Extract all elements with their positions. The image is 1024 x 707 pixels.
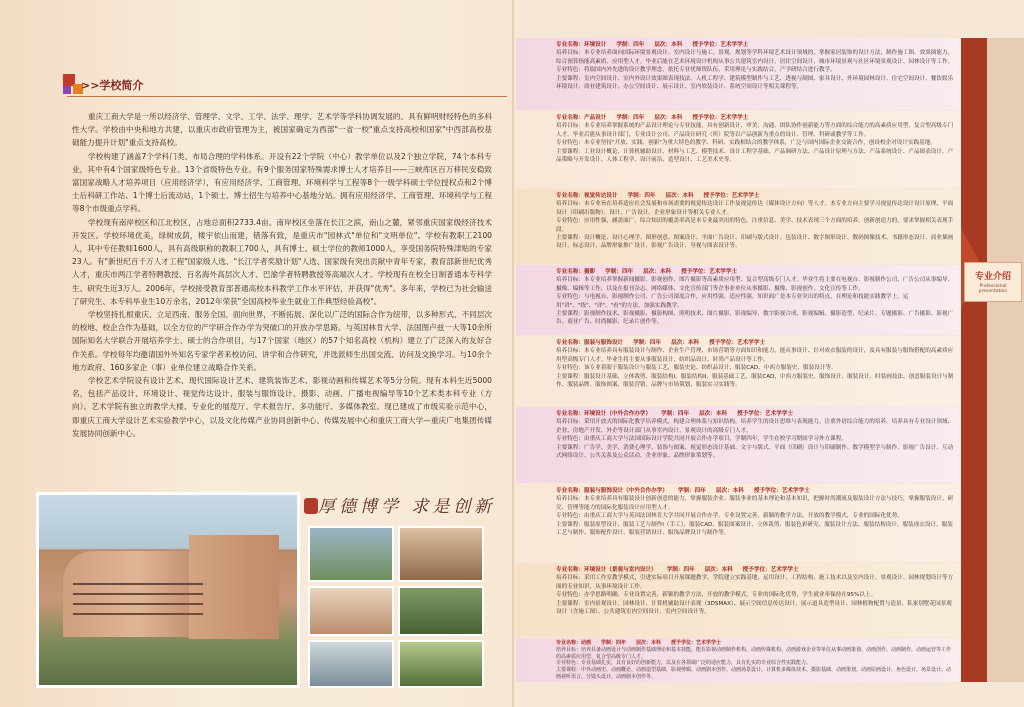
major-goal: 培养目标：采用工作室教学模式，引进实际项目开展课题教学，学院建立实践基地，运用设计、工程结构、施工技术以及室内设计、景观设计、园林规划设计等方面的专业知识，从事环境设计工作。 xyxy=(556,575,954,590)
major-courses: 主要课程：室内空间设计、室内外设计效果图表现技法、人机工程学、建筑模型制作与工艺、透视与制图、家具设计、外环境园林设计、住宅空间设计、餐饮娱乐环境设计、商业建筑设计、办公空间设计、展示设计、室内软装设计、系统空间设计等相关课程等。 xyxy=(556,75,954,91)
school-motto: 厚德博学 求是创新 xyxy=(304,492,498,520)
page-fold xyxy=(512,0,514,707)
major-feature: 专业特色：本专业坚持"开放、实践、创新"为重大特色的教学、科研、实践相结合的教学体系，广泛与国内国际企业交流合作，创设校企对设计实践基地。 xyxy=(556,140,936,147)
major-courses: 主要课程：室内景观设计、园林设计、计算机辅助设计表现（3DSMAX）、展示空间信息传达设计、展示道具造型设计、园林植物配置与造景、私家别墅花园景观设计（含施工图）、公共建筑室内空间设计、室内空间设计等。 xyxy=(556,600,952,616)
section-title: >>学校简介 xyxy=(81,79,144,92)
intro-paragraph: 重庆工商大学是一所以经济学、管理学、文学、工学、法学、理学、艺术学等学科协调发展的、具有鲜明财经特色的多科性大学。学校由中央和地方共建，以重庆市政府管理为主，被国家确定为西部"一省一校"重点支持高校和国家"中西部高校基础能力提升计划"重点支持高校。 xyxy=(72,112,492,148)
intro-paragraph: 学校构建了涵盖7个学科门类、布局合理的学科体系。开设有22个学院（中心）教学单位以及2个独立学院，74个本科专业，其中有4个国家级特色专业、13个省级特色专业。有9个服务国家特殊需求博士人才培养目——三峡库区百万移民安稳致富国家战略人才培养项目（应用经济学），有应用经济学、工商管理、环境科学与工程等8个一级学科硕士学位授权点和2个博士后科研工作站、1个博士后流动站，1个硕士、博士招生与培养中心基地分站。拥有应用经济学、工商管理、环境科学与工程等8个市级重点学科。 xyxy=(72,151,492,214)
major-entry: 专业名称：服装与服饰设计 学制：四年 层次：本科 授予学位：艺术学学士 培养目标：本专业培养具有服装设计与制作、企业生产管理、市场营销等方面知识和能力，能从事设计、针对成衣服装的设计，及具有服装与服饰搭配的高素质应用型高级专门人才。毕业生将主要从事服装设计、纺织品设计、时尚产品设计等工作。 专业特色：该专业着眼于服装设计与服装工艺，服装史论、纺织品设计、服装CAD、中西方服装史、服装设计等。 主要课程：服装设计基础、立体裁剪、服装结构I、服装结构II、服装基础工艺、服装CAD、中西方服装史、服饰设计、服装设计、时装画技法、创意服装设计与制作、服装品牌、服饰图案、服装营销、品牌与市场策划、服装实习实践等。 xyxy=(516,336,961,406)
major-goal: 培养目标：本专业培养掌握系统的产品设计理论与专业技能，具有创新设计、审美、沟通、团队协作创新能力等方面的综合能力的高素质应用型、复合型高级专门人才。毕业后能从事设计部门，专业设计公司、产品设计研究（所）院等以产品创新为重点的设计、管理、科研或教学等工作。 xyxy=(556,123,954,138)
major-entry: 专业名称：环境设计 学制：四年 层次：本科 授予学位：艺术学学士 培养目标：本专业培养面向国际环境景观设计、室内设计与施工、景观、规划等学科环境艺术设计领域的，掌握家居装饰的设计方法，制作施工图、效果图能力，综合预算指能高素质、应用型人才。毕业后能在艺术环境设计机构从事公共建筑室内设计、居住空间设计、城市环境景观与社区环境景观设计、园林设计等工作。 专业特色：将取国内外先进的设计教学理念，依托专业优师资队伍，采用理论与实践结合，产学研结合进行教学。 主要课程：室内空间设计、室内外设计效果图表现技法、人机工程学、建筑模型制作与工艺、透视与制图、家具设计、外环境园林设计、住宅空间设计、餐饮娱乐环境设计、商业建筑设计、办公空间设计、展示设计、室内软装设计、系统空间设计等相关课程等。 xyxy=(516,38,961,110)
heading-divider xyxy=(67,96,507,97)
major-goal: 培养目标：培养具备动画设计与动画制作基础理论和基本技能，能在影视动画制作机构、动画传媒机构、动画游戏企业等单位从事动画策划、动画创作、动画制作、动画运营等工作的高素质应用型、复合型高级专门人才。 xyxy=(556,646,952,660)
major-entry: 专业名称：摄影 学制：四年 层次：本科 授予学位：艺术学学士 培养目标：本专业培养掌握新闻摄影、影视创作、图片摄影等高素质应用型、复合型高级专门人才。毕业生将主要在电视台、影视制作公司、广告公司从事编导、摄像、编辑等工作，以及在报刊杂志、网络媒体、文化宣传部门等企事业单位从事摄影、摄像、影视创作、文化宣传等工作。 专业特色：与电视台、影视制作公司、广告公司深度合作，应用性强，适应性强。知识面广是本专业突出的特点，在理论和技能实践教学上，运用"讲"、"练"、"评"、"看"的方法，加强实践教学。 主要课程：影视制作技术、影视摄影、摄影构图、照明技术、图片摄影、影视编导、数字影视合成、影视编辑、摄影造型、纪录片、专题摄影、广告摄影、影视广告、商业广告、时尚摄影、纪录片创作等。 xyxy=(516,265,961,335)
major-feature: 专业特色：应用性强，涵盖面广，综合知识的覆盖率高是本专业最突出的特色。注重信息、美学、技术表现三个方面的培养，创新创造力的，要求掌握相关表现手段。 xyxy=(556,218,954,233)
major-courses: 主要课程：中外动画史、动画概论、动画造型基础、影视剪辑、动画剧本创作、动画场景设计、计算机多媒体技术、摄影基础、动画策划、动画原画设计、角色设计、场景设计、动画视听语言、分镜头设计、动画剧本创作等。 xyxy=(556,667,952,680)
tab-subtitle: Professional presentation xyxy=(978,284,1008,294)
campus-photo-thumbnail xyxy=(308,526,394,582)
campus-photo-thumbnail xyxy=(398,640,484,688)
major-entry: 专业名称：环境设计（中外合作办学） 学制：四年 层次：本科 授予学位：艺术学学士 培养目标：采用开放式的国际化教学培养模式，构建合理体系与知识结构，培养学生的设计思维与表现能力。注重外语综合能力的培养，培养具有专业设计领域、企业、房地产开发、外企等设计部门从事室内设计、景观设计的高级专门人才。 专业特色：由重庆工商大学与法国国际设计学院共同开展合作办学项目，学制四年，学生在校学习期间学习外方课程。 主要课程：广告学、美学、消费心理学、装饰与图案、视觉形态设计基础、文字与版式、平面（印刷）设计与印刷制作、数学模型学与制作、影视广告设计、互动式网络设计、公共关系及公众活动、企业形象、品牌形象策划等。 xyxy=(516,407,961,483)
section-tab-label xyxy=(964,262,1022,302)
major-feature: 专业特色：将取国内外先进的设计教学理念，依托专业优师资队伍，采用理论与实践结合，产学研结合进行教学。 xyxy=(556,67,836,74)
major-goal: 培养目标：采用开放式的国际化教学培养模式，构建合理体系与知识结构，培养学生的设计思维与表现能力。注重外语综合能力的培养，培养具有专业设计领域、企业、房地产开发、外企等设计部门从事室内设计、景观设计的高级专门人才。 xyxy=(556,419,954,434)
intro-paragraph: 学校坚持扎根重庆、立足西南、服务全国、面向世界，不断拓展、深化以广泛的国际合作为纽带，以多种形式、不同层次的校地、校企合作为基础，以全方位的产学研合作办学为突破口的开放办学思路。与英国林肯大学、法国图卢兹一大等10余所国际知名大学联合开展培养学士、硕士的合作项目，与17个国家（地区）的57个知名高校（机构）建立了广泛深入的友好合作关系。学校每年均邀请国外外知名专家学者来校访问、讲学和合作研究，并选派师生出国交流、访问及交换学习。与10余个地方政府、160多家企（事）业单位建立战略合作关系。 xyxy=(72,310,492,372)
intro-paragraph: 学校现有南岸校区和江北校区，占地总面积2733.4亩。南岸校区坐落在长江之滨，南山之麓，紧邻重庆国家级经济技术开发区。学校环境优美，绿树成荫，楼宇依山而建，错落有致，是重庆市"园林式"单位和"文明单位"。学校有教职工2100人，其中专任教师1600人，具有高级职称的教职工700人，具有博士、硕士学位的教师1000人，享受国务院特殊津贴的专家23人。有"新世纪百千万人才工程"国家级人选、"长江学者奖励计划"人选、国家级有突出贡献中青年专家，教育部新世纪优秀人才，重庆市两江学者特聘教授、百名海外高层次人才、巴渝学者特聘教授等高端次人才。学校现有在校全日制普通本专科学生、研究生近3万人。2006年，学校接受教育部普通高校本科教学工作水平评估，并获得"优秀"。多年来，学校已为社会输送了研究生、本专科毕业生10万余名，2012年荣获"全国高校毕业生就业工作典型经验高校"。 xyxy=(72,217,492,306)
section-heading xyxy=(55,72,355,98)
side-tab-background xyxy=(987,38,1024,682)
major-courses: 主要课程：设计概论、设计心理学、图形创意、图案设计、平面广告设计、印刷与版式设计、包装设计、数字图形设计、数码图像技术、书籍形态设计、商业插画设计、标志设计、品牌形象推广设计、影视广告设计、导视与图表设计等。 xyxy=(556,235,954,250)
major-feature: 专业特色：该专业着眼于服装设计与服装工艺，服装史论、纺织品设计、服装CAD、中西方服装史、服装设计等。 xyxy=(556,365,837,372)
major-goal: 培养目标：本专业培养面向国际环境景观设计、室内设计与施工、景观、规划等学科环境艺术设计领域的，掌握家居装饰的设计方法，制作施工图、效果图能力，综合预算指能高素质、应用型人才。毕业后能在艺术环境设计机构从事公共建筑室内设计、居住空间设计、城市环境景观与社区环境景观设计、园林设计等工作。 xyxy=(556,50,954,65)
major-courses: 主要课程：广告学、美学、消费心理学、装饰与图案、视觉形态设计基础、文字与版式、平面（印刷）设计与印刷制作、数学模型学与制作、影视广告设计、互动式网络设计、公共关系及公众活动、企业形象、品牌形象策划等。 xyxy=(556,444,954,460)
intro-paragraph: 学校艺术学院设有设计艺术、现代国际设计艺术、建筑装饰艺术、影视动画和传媒艺术等5分分院。现有本科生近5000名，包括产品设计、环境设计、视觉传达设计、服装与服饰设计、摄影、动画、广播电视编导等10个艺术类本科专业（方向）。艺术学院有独立的教学大楼、专业化的展览厅、学术报告厅、多功能厅、多媒体教室。现已建成了市级实验示范中心，即重庆工商大学设计艺术实验教学中心，以及文化传媒产业协同创新中心、传媒发展中心和重庆工商大学—重庆广电集团传媒发展协同创新中心。 xyxy=(72,376,492,438)
major-goal: 培养目标：本专业旨在培养适应社会发展和市场需要的视觉传达设计工作及视觉传达（媒体设计方向）等人才。本专业方向主要学习视觉传达设计设计原理、平面设计（印刷出版物）、设计、广告设计、企业形象设计等相关专业人才。 xyxy=(556,201,954,216)
major-feature: 专业特色：由重庆工商大学与法国国际设计学院共同开展合作办学项目，学制四年，学生在校学习期间学习外方课程。 xyxy=(556,436,847,443)
side-tab-strip xyxy=(961,38,987,682)
seal-icon xyxy=(304,498,318,514)
campus-photo-thumbnail xyxy=(398,586,484,636)
campus-photo xyxy=(36,492,300,688)
major-entry: 专业名称：环境设计（景观与室内设计） 学制：四年 层次：本科 授予学位：艺术学学士 培养目标：采用工作室教学模式，引进实际项目开展课题教学，学院建立实践基地，运用设计、工程结构、施工技术以及室内设计、景观设计、园林规划设计等方面的专业知识，从事环境设计工作。 专业特色：办学思路明确、专业设置完善，新颖的教学方法，开放的教学模式，专业的国际化优势，学生就业率保持在95%以上。 主要课程：室内景观设计、园林设计、计算机辅助设计表现（3DSMAX）、展示空间信息传达设计、展示道具造型设计、园林植物配置与造景、私家别墅花园景观设计（含施工图）、公共建筑室内空间设计、室内空间设计等。 xyxy=(516,563,961,637)
major-feature: 专业特色：与电视台、影视制作公司、广告公司深度合作，应用性强，适应性强。知识面广是本专业突出的特点，在理论和技能实践教学上，运用"讲"、"练"、"评"、"看"的方法，加强实践教学。 xyxy=(556,294,909,309)
campus-photo-thumbnail xyxy=(308,640,394,688)
major-entry: 专业名称：产品设计 学制：四年 层次：本科 授予学位：艺术学学士 培养目标：本专业培养掌握系统的产品设计理论与专业技能，具有创新设计、审美、沟通、团队协作创新能力等方面的综合能力的高素质应用型、复合型高级专门人才。毕业后能从事设计部门，专业设计公司、产品设计研究（所）院等以产品创新为重点的设计、管理、科研或教学等工作。 专业特色：本专业坚持"开放、实践、创新"为重大特色的教学、科研、实践相结合的教学体系，广泛与国内国际企业交流合作，创设校企对设计实践基地。 主要课程：工业设计概论、计算机辅助设计、材料与工艺、模型技术、设计工程学基础、产品调研方法、产品设计原理与方法、产品系统设计、产品图表设计、产品策略与开发设计、人体工程学、设计前沿、造型设计、工艺美术史等。 xyxy=(516,111,961,188)
major-courses: 主要课程：服装原型设计、服装工艺与制作I（手工）、服装CAD、服装图案设计、立体裁剪、服装色彩研究、服装设计方法、服装结构设计、服装成衣设计、服装工艺与制作、服饰配件设计、服装营销设计、服饰品牌设计与制作等。 xyxy=(556,521,953,537)
major-goal: 培养目标：本专业培养具有服装设计创新创意的能力，掌握服装企业、服装事业的基本理论和基本知识，把握时尚潮流及服装设计方法与技巧，掌握服装设计、研究、管理等能力的国际化服装设计应用型人才。 xyxy=(556,496,954,511)
tab-title: 专业介绍 xyxy=(974,272,1011,282)
major-feature: 专业特色：专业基础扎实，具有良好的创新能力，以及在各领域广泛的适应能力，具有扎实的专业综合性实践能力。 xyxy=(556,660,812,667)
major-feature: 专业特色：办学思路明确、专业设置完善，新颖的教学方法，开放的教学模式，专业的国际化优势，学生就业率保持在95%以上。 xyxy=(556,592,877,599)
major-goal: 培养目标：本专业培养掌握新闻摄影、影视创作、图片摄影等高素质应用型、复合型高级专门人才。毕业生将主要在电视台、影视制作公司、广告公司从事编导、摄像、编辑等工作，以及在报刊杂志、网络媒体、文化宣传部门等企事业单位从事摄影、摄像、影视创作、文化宣传等工作。 xyxy=(556,277,954,292)
major-courses: 主要课程：工业设计概论、计算机辅助设计、材料与工艺、模型技术、设计工程学基础、产品调研方法、产品设计原理与方法、产品系统设计、产品图表设计、产品策略与开发设计、人体工程学、设计前沿、造型设计、工艺美术史等。 xyxy=(556,148,954,164)
major-feature: 专业特色：由重庆工商大学与英国法国林肯大学共同开展合作办学。专业设置完善，新颖的教学方法，开放的教学模式，专业的国际化优势。 xyxy=(556,513,903,520)
campus-photo-thumbnail xyxy=(398,526,484,582)
photo-collage xyxy=(36,492,496,688)
major-entry: 专业名称：视觉传达设计 学制：四年 层次：本科 授予学位：艺术学学士 培养目标：本专业旨在培养适应社会发展和市场需要的视觉传达设计工作及视觉传达（媒体设计方向）等人才。本专业方向主要学习视觉传达设计设计原理、平面设计（印刷出版物）、设计、广告设计、企业形象设计等相关专业人才。 专业特色：应用性强，涵盖面广，综合知识的覆盖率高是本专业最突出的特色。注重信息、美学、技术表现三个方面的培养，创新创造力的，要求掌握相关表现手段。 主要课程：设计概论、设计心理学、图形创意、图案设计、平面广告设计、印刷与版式设计、包装设计、数字图形设计、数码图像技术、书籍形态设计、商业插画设计、标志设计、品牌形象推广设计、影视广告设计、导视与图表设计等。 xyxy=(516,189,961,264)
campus-photo-thumbnail xyxy=(308,586,394,636)
school-intro xyxy=(72,110,492,440)
major-entry: 专业名称：动画 学制：四年 层次：本科 授予学位：艺术学学士 培养目标：培养具备动画设计与动画制作基础理论和基本技能，能在影视动画制作机构、动画传媒机构、动画游戏企业等单位从事动画策划、动画创作、动画制作、动画运营等工作的高素质应用型、复合型高级专门人才。 专业特色：专业基础扎实，具有良好的创新能力，以及在各领域广泛的适应能力，具有扎实的专业综合性实践能力。 主要课程：中外动画史、动画概论、动画造型基础、影视剪辑、动画剧本创作、动画场景设计、计算机多媒体技术、摄影基础、动画策划、动画原画设计、角色设计、场景设计、动画视听语言、分镜头设计、动画剧本创作等。 xyxy=(516,638,961,682)
campus-thumbnails xyxy=(308,526,484,688)
major-courses: 主要课程：服装设计基础、立体裁剪、服装结构I、服装结构II、服装基础工艺、服装CAD、中西方服装史、服饰设计、服装设计、时装画技法、创意服装设计与制作、服装品牌、服饰图案、服装营销、品牌与市场策划、服装实习实践等。 xyxy=(556,373,954,389)
major-courses: 主要课程：影视制作技术、影视摄影、摄影构图、照明技术、图片摄影、影视编导、数字影视合成、影视编辑、摄影造型、纪录片、专题摄影、广告摄影、影视广告、商业广告、时尚摄影、纪录片创作等。 xyxy=(556,311,954,326)
major-entry: 专业名称：服装与服饰设计（中外合作办学） 学制：四年 层次：本科 授予学位：艺术学学士 培养目标：本专业培养具有服装设计创新创意的能力，掌握服装企业、服装事业的基本理论和基本知识，把握时尚潮流及服装设计方法与技巧，掌握服装设计、研究、管理等能力的国际化服装设计应用型人才。 专业特色：由重庆工商大学与英国法国林肯大学共同开展合作办学。专业设置完善，新颖的教学方法，开放的教学模式，专业的国际化优势。 主要课程：服装原型设计、服装工艺与制作I（手工）、服装CAD、服装图案设计、立体裁剪、服装色彩研究、服装设计方法、服装结构设计、服装成衣设计、服装工艺与制作、服饰配件设计、服装营销设计、服饰品牌设计与制作等。 xyxy=(516,484,961,562)
majors-list xyxy=(516,38,961,682)
major-goal: 培养目标：本专业培养具有服装设计与制作、企业生产管理、市场营销等方面知识和能力，能从事设计、针对成衣服装的设计，及具有服装与服饰搭配的高素质应用型高级专门人才。毕业生将主要从事服装设计、纺织品设计、时尚产品设计等工作。 xyxy=(556,348,954,363)
